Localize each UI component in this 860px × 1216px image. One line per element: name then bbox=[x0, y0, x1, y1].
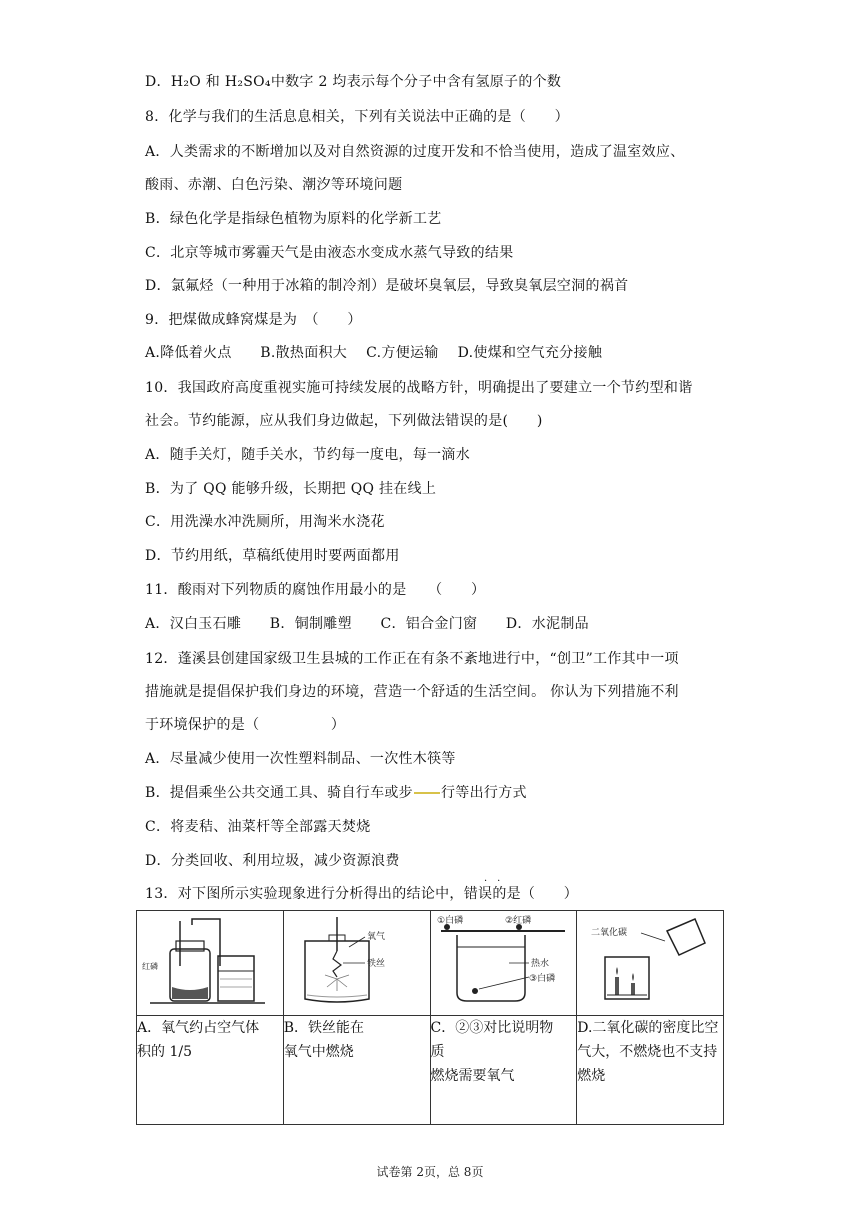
caption-c-line3: 燃烧需要氧气 bbox=[430, 1068, 515, 1084]
figure-cell-1 bbox=[137, 911, 284, 1016]
figure-carbon-dioxide-candles bbox=[577, 911, 727, 1011]
q12b-text-start: B．提倡乘坐公共交通工具、骑自行车或步 bbox=[145, 785, 413, 801]
q12-option-a: A．尽量减少使用一次性塑料制品、一次性木筷等 bbox=[145, 751, 456, 767]
emphasis-dots: ·· bbox=[484, 876, 511, 887]
q9-options: A.降低着火点 B.散热面积大 C.方便运输 D.使煤和空气充分接触 bbox=[145, 345, 603, 361]
q8-option-d: D．氯氟烃（一种用于冰箱的制冷剂）是破坏臭氧层，导致臭氧层空洞的祸首 bbox=[145, 278, 629, 294]
q12-option-c: C．将麦秸、油菜杆等全部露天焚烧 bbox=[145, 819, 371, 835]
caption-a-line1: A．氧气约占空气体 bbox=[137, 1020, 260, 1036]
figure-iron-wire-oxygen bbox=[287, 911, 427, 1011]
question-12-line3: 于环境保护的是（ ） bbox=[145, 717, 346, 733]
experiment-table bbox=[136, 910, 724, 1125]
fig1-label: 红磷 bbox=[141, 962, 158, 971]
q10-option-a: A．随手关灯，随手关水，节约每一度电，每一滴水 bbox=[145, 447, 471, 463]
figure-phosphorus-combustion bbox=[433, 911, 573, 1011]
q8-option-a-line1: A．人类需求的不断增加以及对自然资源的过度开发和不恰当使用，造成了温室效应、 bbox=[145, 144, 685, 160]
q12b-text-end: 行等出行方式 bbox=[441, 785, 527, 801]
q12-option-d: D．分类回收、利用垃圾，减少资源浪费 bbox=[145, 853, 400, 869]
fig3-label-hot-water: 热水 bbox=[531, 959, 550, 969]
fig3-label-white-p-water: ③白磷 bbox=[529, 974, 556, 984]
caption-d-line3: 燃烧 bbox=[577, 1068, 606, 1084]
figure-cell-3 bbox=[430, 911, 577, 1016]
caption-b-line2: 氧气中燃烧 bbox=[283, 1044, 354, 1060]
fig3-label-red-p: ②红磷 bbox=[505, 916, 532, 926]
q10-option-d: D．节约用纸，草稿纸使用时要两面都用 bbox=[145, 548, 400, 564]
q8-option-a-line2: 酸雨、赤潮、白色污染、潮汐等环境问题 bbox=[145, 177, 403, 193]
figure-air-oxygen-apparatus bbox=[140, 911, 280, 1011]
q8-option-c: C．北京等城市雾霾天气是由液态水变成水蒸气导致的结果 bbox=[145, 245, 514, 261]
q10-option-b: B．为了 QQ 能够升级，长期把 QQ 挂在线上 bbox=[145, 481, 437, 497]
figure-cell-4 bbox=[577, 911, 724, 1016]
highlight-mark bbox=[414, 792, 440, 794]
caption-c-line1: C．②③对比说明物 bbox=[430, 1020, 554, 1036]
question-8: 8．化学与我们的生活息息相关，下列有关说法中正确的是（ ） bbox=[145, 109, 569, 125]
caption-d-line2: 气大，不燃烧也不支持 bbox=[577, 1044, 718, 1060]
figure-cell-2 bbox=[283, 911, 430, 1016]
q11-options: A．汉白玉石雕 B．铜制雕塑 C．铝合金门窗 D．水泥制品 bbox=[145, 616, 589, 632]
caption-a-line2: 积的 1/5 bbox=[137, 1044, 192, 1060]
fig4-label-co2: 二氧化碳 bbox=[591, 928, 628, 938]
line-q7d: D．H₂O 和 H₂SO₄中数字 2 均表示每个分子中含有氢原子的个数 bbox=[145, 74, 562, 90]
question-13: 13．对下图所示实验现象进行分析得出的结论中，错误的是（ ） bbox=[145, 886, 579, 902]
question-10-line1: 10．我国政府高度重视实施可持续发展的战略方针，明确提出了要建立一个节约型和谐 bbox=[145, 380, 693, 396]
caption-d-line1: D.二氧化碳的密度比空 bbox=[577, 1020, 719, 1036]
fig2-label-iron: 铁丝 bbox=[366, 959, 385, 969]
fig3-label-white-p: ①白磷 bbox=[437, 916, 464, 926]
caption-c-line2: 质 bbox=[430, 1044, 445, 1060]
question-10-line2: 社会。节约能源，应从我们身边做起，下列做法错误的是( ) bbox=[145, 413, 543, 429]
page-footer: 试卷第 2页，总 8页 bbox=[376, 1165, 484, 1179]
q12-option-b bbox=[145, 783, 527, 803]
question-9: 9．把煤做成蜂窝煤是为 （ ） bbox=[145, 312, 362, 328]
q10-option-c: C．用洗澡水冲洗厕所，用淘米水浇花 bbox=[145, 514, 385, 530]
question-12-line1: 12．蓬溪县创建国家级卫生县城的工作正在有条不紊地进行中，“创卫”工作其中一项 bbox=[145, 651, 679, 667]
caption-b-line1: B．铁丝能在 bbox=[283, 1020, 365, 1036]
caption-b bbox=[283, 1016, 430, 1125]
caption-c bbox=[430, 1016, 577, 1125]
q8-option-b: B．绿色化学是指绿色植物为原料的化学新工艺 bbox=[145, 211, 442, 227]
caption-d bbox=[577, 1016, 724, 1125]
question-11: 11．酸雨对下列物质的腐蚀作用最小的是 （ ） bbox=[145, 582, 486, 598]
question-12-line2: 措施就是提倡保护我们身边的环境，营造一个舒适的生活空间。 你认为下列措施不利 bbox=[145, 684, 679, 700]
caption-a bbox=[137, 1016, 284, 1125]
fig2-label-oxygen: 氧气 bbox=[366, 932, 385, 942]
